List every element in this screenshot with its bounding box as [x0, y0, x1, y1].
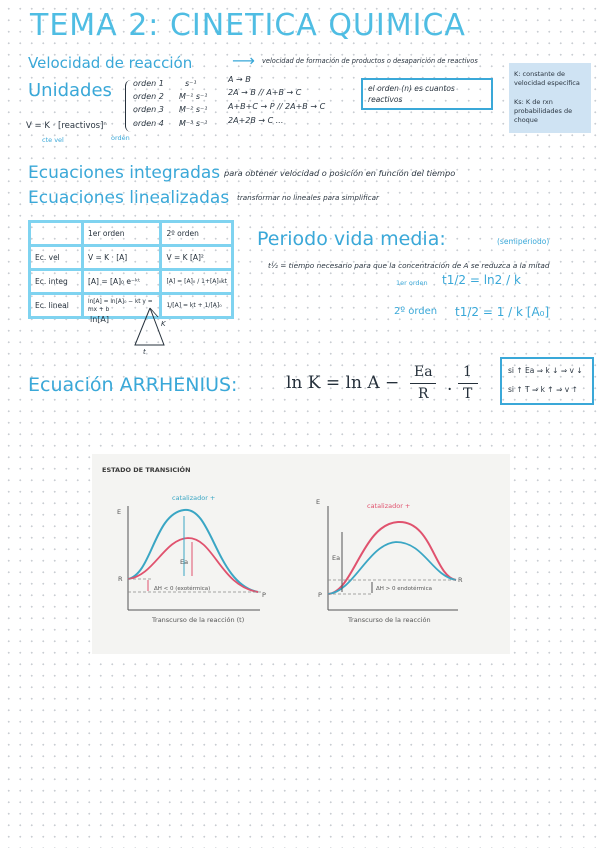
- right-p-label: P: [318, 591, 322, 599]
- page-title: TEMA 2: CINETICA QUIMICA: [30, 8, 466, 43]
- slope-triangle-sketch: [120, 305, 180, 360]
- left-catalizador-label: catalizador +: [172, 494, 216, 502]
- first-order-formula: t1/2 = ln2 / k: [442, 273, 521, 287]
- arrhenius-note-1: si ↑ Ea ⇒ k ↓ ⇒ v ↓: [508, 366, 583, 375]
- table-header-cell: 2º orden: [161, 222, 233, 246]
- arrhenius-r: R: [418, 386, 429, 402]
- table-cell: Ec. vel: [30, 246, 83, 270]
- table-cell: [A] = [A]₀ / 1+[A]₀kt: [161, 270, 233, 294]
- right-delta-label: ΔH > 0 endotérmica: [376, 586, 432, 592]
- table-cell: ln[A] = ln[A]₀ − kt y = mx + b: [83, 294, 161, 318]
- order-unit-2: M⁻¹ s⁻¹: [179, 92, 208, 101]
- table-header-cell: 1er orden: [83, 222, 161, 246]
- arrhenius-note-box: [500, 357, 594, 405]
- left-p-label: P: [262, 591, 266, 599]
- unidades-brace: [125, 80, 132, 132]
- left-x-label: Transcurso de la reacción (t): [152, 616, 245, 624]
- order-label-4: orden 4: [133, 119, 164, 128]
- arrhenius-note-2: si ↑ T ⇒ k ↑ ⇒ v ↑: [508, 385, 578, 394]
- velocidad-heading: Velocidad de reacción: [28, 54, 193, 72]
- periodo-subheading: (semiperiodo): [497, 237, 550, 246]
- linealizadas-note: transformar no lineales para simplificar: [237, 193, 379, 202]
- arrhenius-ea: Ea: [414, 364, 433, 380]
- table-row: [30, 270, 233, 294]
- sticky-note: [509, 63, 591, 133]
- second-order-formula: t1/2 = 1 / k [A₀]: [455, 305, 550, 319]
- fraction-bar-1: [410, 383, 436, 384]
- left-teal-curve: [128, 510, 258, 592]
- velocidad-arrow: ⟶: [232, 51, 255, 70]
- sticky-line-2: Ks: K de rxn probabilidades de choque: [514, 98, 573, 124]
- table-cell: V = K · [A]: [83, 246, 161, 270]
- first-order-label: 1er orden: [396, 279, 428, 287]
- arrhenius-formula: ln K = ln A −: [286, 373, 400, 393]
- order-label-3: orden 3: [133, 105, 164, 114]
- velocidad-definition: velocidad de formación de productos o desaparición de reactivos: [262, 57, 478, 65]
- table-cell: 1/[A] = kt + 1/[A]₀: [161, 294, 233, 318]
- sketch-k-label: K: [161, 320, 166, 328]
- sticky-line-1: K: constante de velocidad específica: [514, 70, 580, 87]
- linealizadas-heading: Ecuaciones linealizadas: [28, 188, 230, 208]
- energy-diagrams: [92, 454, 510, 654]
- left-ea-label: Ea: [180, 558, 189, 566]
- periodo-definition: t½ = tiempo necesario para que la concentración de A se reduzca a la mitad: [268, 261, 550, 270]
- figure-heading: ESTADO DE TRANSICIÓN: [102, 466, 191, 474]
- table-cell: Ec. lineal: [30, 294, 83, 318]
- order-reaction-1: A → B: [228, 75, 251, 84]
- sketch-ln-label: ln[A]: [90, 315, 110, 324]
- right-y-label: E: [316, 498, 321, 506]
- periodo-heading: Periodo vida media:: [257, 228, 446, 250]
- table-header-cell: [30, 222, 83, 246]
- order-definition-box: [361, 78, 493, 110]
- order-unit-3: M⁻² s⁻¹: [179, 105, 208, 114]
- order-reaction-3: A+B+C → P // 2A+B → C: [228, 102, 326, 111]
- arrhenius-t: T: [463, 386, 473, 402]
- fraction-bar-2: [458, 383, 478, 384]
- integradas-note: para obtener velocidad o posición en función del tiempo: [224, 168, 456, 178]
- arrhenius-one: 1: [463, 364, 472, 380]
- left-r-label: R: [118, 575, 123, 583]
- table-header-row: [30, 222, 233, 246]
- n-note: orden: [111, 134, 130, 142]
- left-delta-label: ΔH < 0 (exotérmica): [154, 586, 211, 592]
- order-reaction-4: 2A+2B → C ...: [228, 116, 284, 125]
- order-definition-text: el orden (n) es cuantos reactivos: [368, 84, 455, 104]
- right-x-label: Transcurso de la reacción: [348, 616, 431, 624]
- k-note: cte vel: [42, 136, 64, 144]
- sketch-t-label: t: [143, 348, 146, 356]
- order-unit-1: s⁻¹: [185, 79, 197, 88]
- order-label-1: orden 1: [133, 79, 164, 88]
- second-order-label: 2º orden: [394, 306, 438, 317]
- unidades-heading: Unidades: [28, 80, 112, 101]
- table-cell: Ec. integ: [30, 270, 83, 294]
- right-ea-label: Ea: [332, 554, 341, 562]
- right-r-label: R: [458, 576, 463, 584]
- arrhenius-heading: Ecuación ARRHENIUS:: [28, 374, 238, 396]
- rate-law: V = K · [reactivos]ⁿ: [26, 121, 107, 131]
- order-label-2: orden 2: [133, 92, 164, 101]
- right-catalizador-label: catalizador +: [367, 502, 411, 510]
- left-y-label: E: [117, 508, 122, 516]
- table-cell: V = K [A]²: [161, 246, 233, 270]
- transition-state-figure: [92, 454, 510, 654]
- order-reaction-2: 2A → B // A+B → C: [228, 88, 302, 97]
- table-row: [30, 246, 233, 270]
- order-unit-4: M⁻³ s⁻¹: [179, 119, 208, 128]
- integradas-heading: Ecuaciones integradas: [28, 163, 221, 183]
- table-cell: [A] = [A]₀ e⁻ᵏᵗ: [83, 270, 161, 294]
- arrhenius-dot: ·: [447, 380, 453, 400]
